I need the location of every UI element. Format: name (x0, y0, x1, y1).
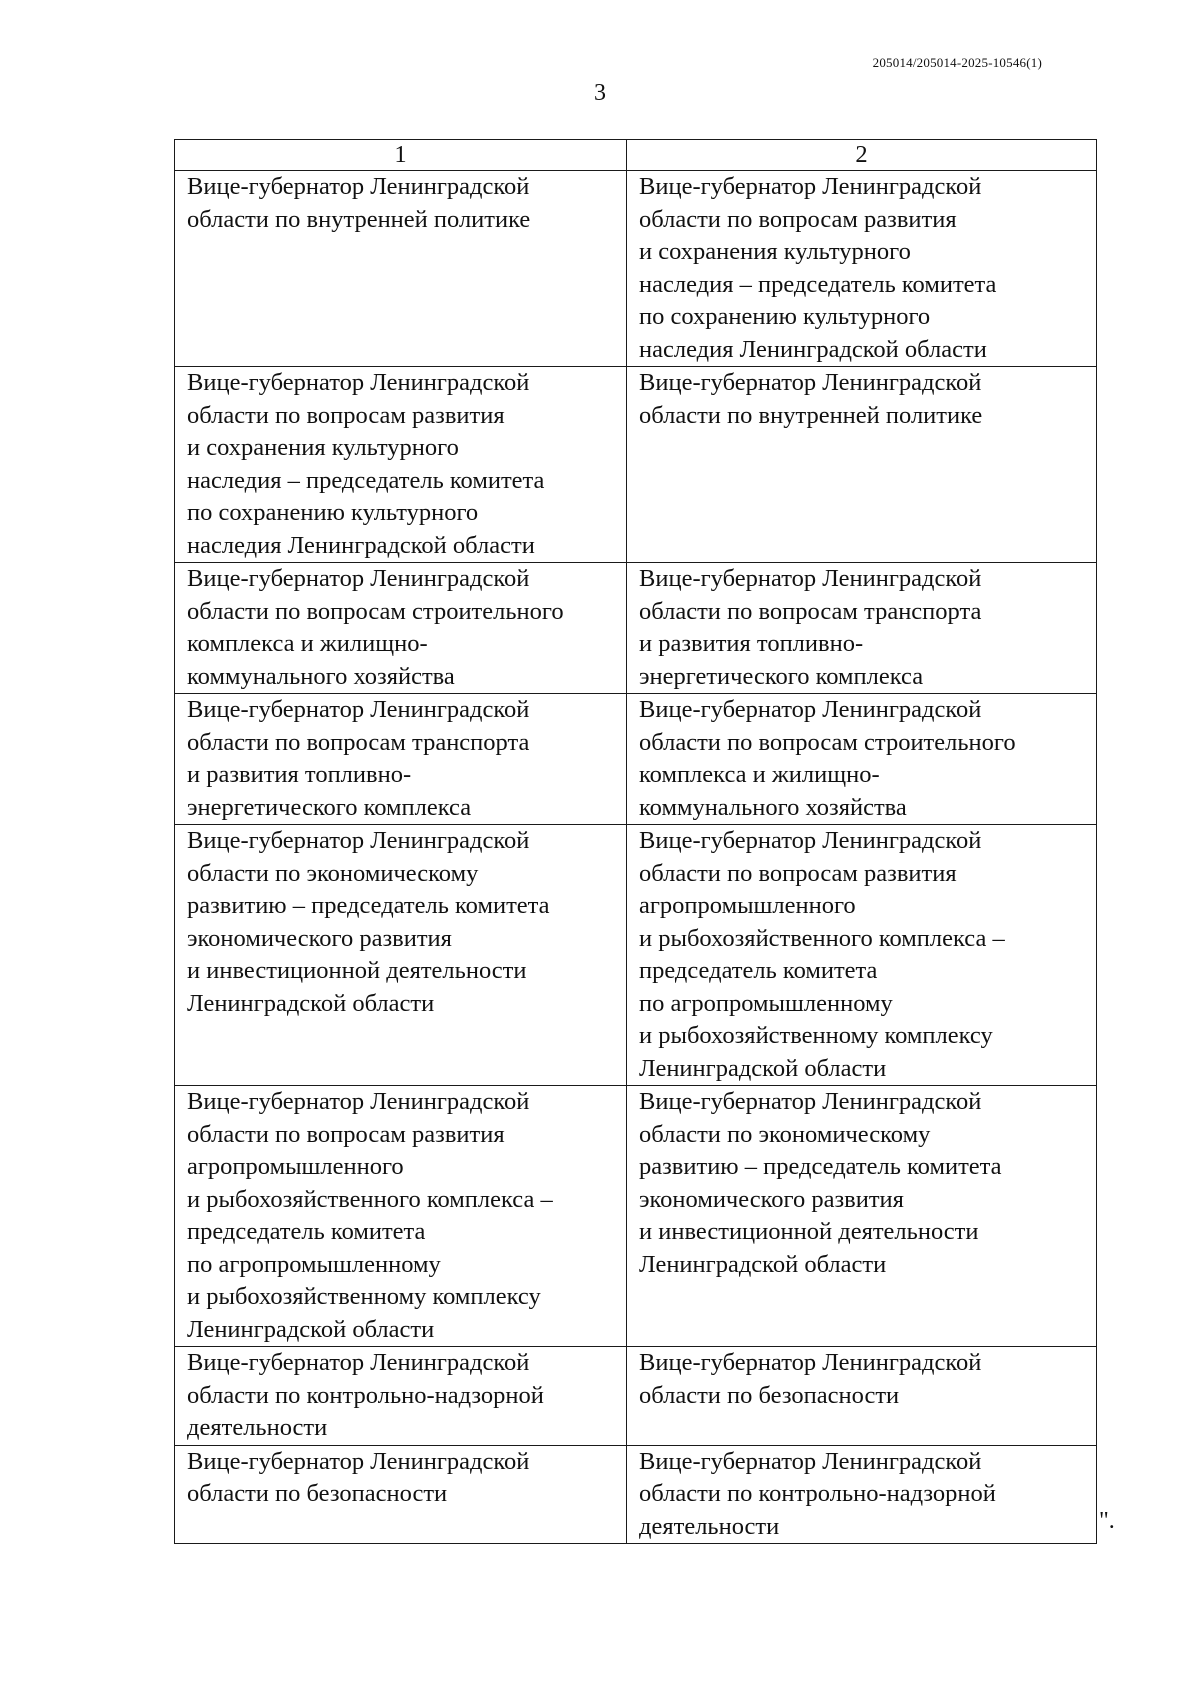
table-cell-col1: Вице-губернатор Ленинградской области по экономическому развитию – председатель комитета экономического развития и инвестиционной деятельности Ленинградской области (175, 825, 627, 1086)
table-row (175, 1347, 1097, 1446)
column-header-1: 1 (175, 140, 627, 171)
table-cell-col1: Вице-губернатор Ленинградской области по контрольно-надзорной деятельности (175, 1347, 627, 1446)
table-cell-col2: Вице-губернатор Ленинградской области по вопросам транспорта и развития топливно- энергетического комплекса (627, 563, 1097, 694)
table-row (175, 1086, 1097, 1347)
column-header-2: 2 (627, 140, 1097, 171)
officials-substitution-table (174, 139, 1097, 1544)
table-cell-col2: Вице-губернатор Ленинградской области по вопросам развития и сохранения культурного наследия – председатель комитета по сохранению культурного наследия Ленинградской области (627, 171, 1097, 367)
table-cell-col1: Вице-губернатор Ленинградской области по внутренней политике (175, 171, 627, 367)
table-cell-col2: Вице-губернатор Ленинградской области по внутренней политике (627, 367, 1097, 563)
table-cell-col1: Вице-губернатор Ленинградской области по вопросам строительного комплекса и жилищно- коммунального хозяйства (175, 563, 627, 694)
table-row (175, 1445, 1097, 1544)
page-number: 3 (594, 80, 606, 106)
table-header-row (175, 140, 1097, 171)
table-row (175, 694, 1097, 825)
table-row (175, 563, 1097, 694)
closing-quote-mark: ". (1099, 1508, 1115, 1534)
table-cell-col1: Вице-губернатор Ленинградской области по безопасности (175, 1445, 627, 1544)
document-number: 205014/205014-2025-10546(1) (872, 55, 1042, 70)
table-cell-col2: Вице-губернатор Ленинградской области по экономическому развитию – председатель комитета экономического развития и инвестиционной деятельности Ленинградской области (627, 1086, 1097, 1347)
table-row (175, 367, 1097, 563)
table-cell-col2: Вице-губернатор Ленинградской области по вопросам строительного комплекса и жилищно- коммунального хозяйства (627, 694, 1097, 825)
table-row (175, 171, 1097, 367)
table-cell-col1: Вице-губернатор Ленинградской области по вопросам транспорта и развития топливно- энергетического комплекса (175, 694, 627, 825)
table-cell-col2: Вице-губернатор Ленинградской области по контрольно-надзорной деятельности (627, 1445, 1097, 1544)
table-row (175, 825, 1097, 1086)
table-cell-col1: Вице-губернатор Ленинградской области по вопросам развития агропромышленного и рыбохозяйственного комплекса – председатель комитета по агропромышленному и рыбохозяйственному комплексу Ленинградской области (175, 1086, 627, 1347)
table-cell-col2: Вице-губернатор Ленинградской области по вопросам развития агропромышленного и рыбохозяйственного комплекса – председатель комитета по агропромышленному и рыбохозяйственному комплексу Ленинградской области (627, 825, 1097, 1086)
table-cell-col2: Вице-губернатор Ленинградской области по безопасности (627, 1347, 1097, 1446)
table-cell-col1: Вице-губернатор Ленинградской области по вопросам развития и сохранения культурного наследия – председатель комитета по сохранению культурного наследия Ленинградской области (175, 367, 627, 563)
